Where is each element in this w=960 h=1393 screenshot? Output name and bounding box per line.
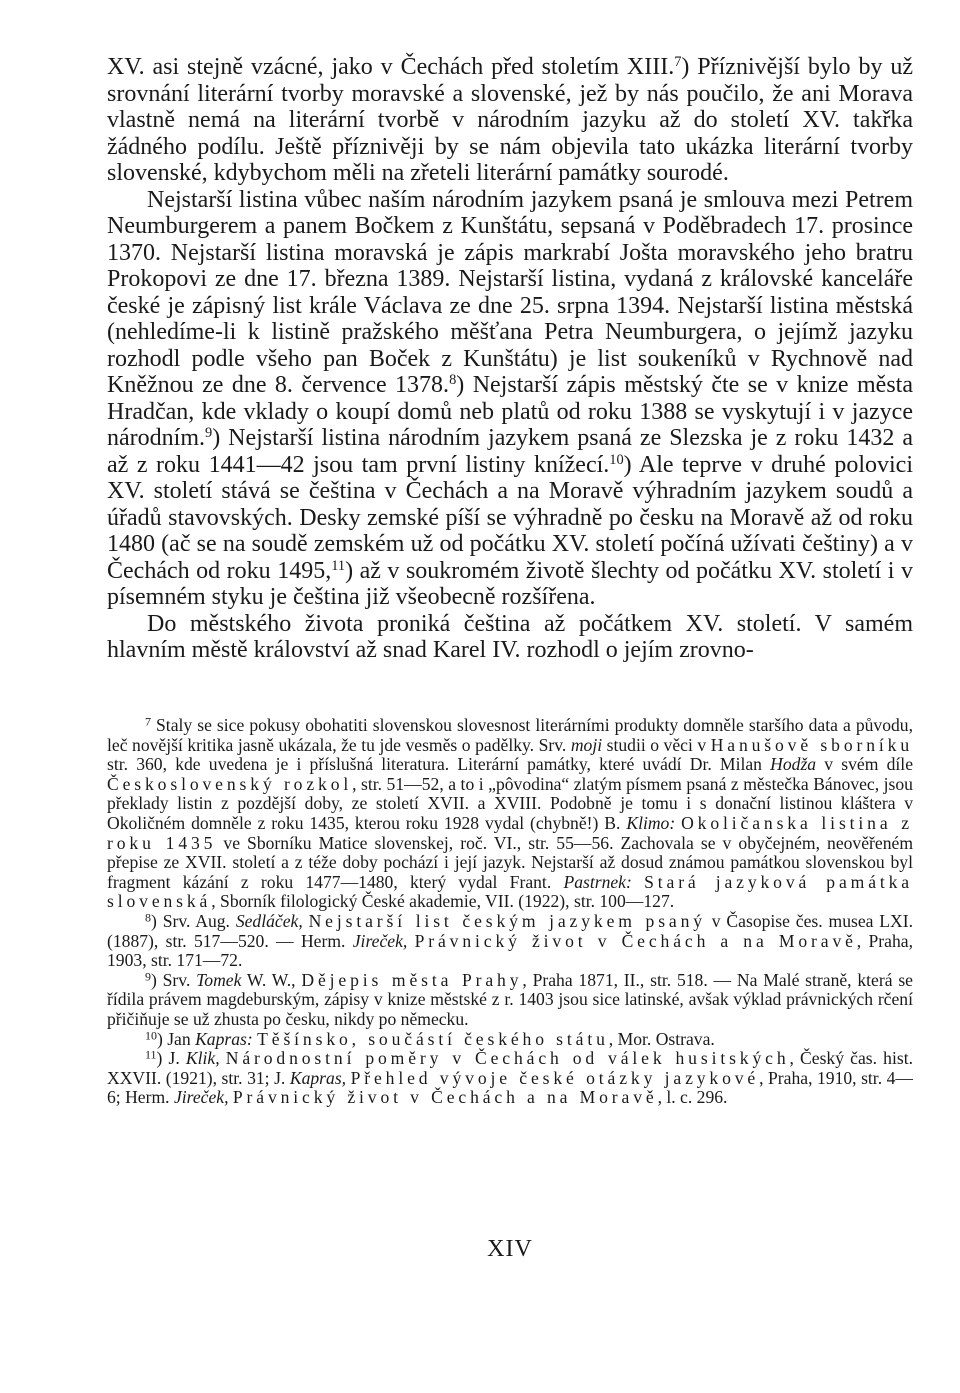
paragraph-city-life — [107, 611, 913, 664]
footnote-number: 8 — [145, 910, 151, 925]
spaced-title: Právnický život v Čechách a na Moravě — [232, 1087, 658, 1108]
italic-text: Tomek — [196, 969, 242, 990]
text-run: W. W., — [241, 969, 302, 990]
footnote-10 — [107, 1030, 913, 1050]
text-run: v Časopise čes. musea LXI. (1887), str. 517—520. — Herm. — [107, 910, 914, 951]
text-run: , Sborník filologický České akademie, VII. (1922), str. 100—127. — [211, 891, 675, 912]
spaced-title: Těšínsko, součástí českého státu — [257, 1028, 609, 1049]
footnote-number: 10 — [145, 1028, 157, 1043]
main-text — [107, 54, 913, 664]
text-run: Do městského života proniká čeština až počátkem XV. století. V samém hlavním městě království až snad Karel IV. rozhodl o jejím zrovno- — [107, 610, 913, 663]
text-run: Staly se sice pokusy obohatiti slovenskou slovesnost literárními produkty domněle staršího data a původu, leč novější kritika jasně ukázala, že tu jde vesměs o padělky. Srv. — [107, 715, 913, 755]
footnote-ref: 8 — [449, 372, 457, 389]
italic-text: Klimo: — [626, 812, 676, 833]
footnote-ref: 10 — [609, 451, 624, 468]
footnote-8 — [107, 912, 913, 971]
spaced-title: Přehled vývoje české otázky jazykové — [350, 1067, 760, 1088]
text-run: ve Sborníku Matice slovenskej, roč. VI., str. 55—56. Zachovala se v obyčejném, neověřeném přepise ze XVII. století a z téže doby pochází i její jazyk. Nejstarší až dosud známou památkou slovenskou byl fragment kázání z roku 1477—1480, který vydal Frant. — [107, 832, 913, 892]
text-run: ) Příznivější bylo by už srovnání literární tvorby moravské a slovenské, jež by nás poučilo, že ani Morava vlastně nemá na literární tvorbě v národním jazyku až do století XV. takřka žádného podílu. Ještě příznivěji by se nám objevila tato ukázka literární tvorby slovenské, kdybychom měli na zřeteli literární památky sourodé. — [107, 54, 913, 186]
spaced-title: Stará jazyková památka slovenská — [107, 871, 913, 912]
text-run: ) Srv. Aug. — [150, 910, 236, 931]
footnote-7 — [107, 716, 913, 912]
spaced-title: Nejstarší list českým jazykem psaný — [308, 910, 706, 931]
text-run: , str. 51—52, a to i „pôvodina“ zlatým písmem psaná z městečka Bánovec, jsou překlady listin z pozdější doby, ze století XVII. a XVIII. Podobně je tomu i s donační listinou kláštera v Okoličném domněle z roku 1435, kterou roku 1928 vydal (chybně!) B. — [107, 773, 913, 833]
italic-text: Jireček, — [352, 930, 408, 951]
text-run: ) Srv. — [150, 969, 197, 990]
footnote-number: 11 — [145, 1047, 157, 1062]
text-run: ) Jan — [156, 1028, 196, 1049]
italic-text: Kapras: — [195, 1028, 253, 1049]
text-run: studii o věci v — [602, 734, 711, 755]
text-run — [407, 931, 414, 951]
italic-text: Klik, — [185, 1048, 220, 1069]
text-run: , Praha 1871, II., str. 518. — Na Malé straně, která se řídila právem magdeburským, zápisy v knize městské z r. 1403 jsou sice latinské, avšak výklad právnických rčení přičiňuje se už zhusta po česku, nikdy po německu. — [107, 969, 913, 1029]
text-run: ) Nejstarší zápis městský čte se v knize města Hradčan, kde vklady o koupí domů neb platů od roku 1388 se vyskytují i v jazyce národním. — [107, 372, 913, 451]
italic-text: Sedláček, — [235, 910, 303, 931]
italic-text: Hodža — [770, 754, 817, 775]
text-run: ) Ale teprve v druhé polovici XV. století stává se čeština v Čechách a na Moravě výhradním jazykem soudů a úřadů stavovských. Desky zemské píší se výhradně po česku na Moravě až od roku 1480 (ač se na soudě zemském už od počátku XV. století počíná užívati češtiny) a v Čechách od roku 1495, — [107, 451, 913, 584]
text-run: , Praha, 1903, str. 171—72. — [107, 930, 913, 971]
text-run: , Praha, 1910, str. 4—6; Herm. — [107, 1067, 913, 1108]
spaced-title: Právnický život v Čechách a na Moravě — [414, 930, 857, 951]
italic-text: Jireček, — [173, 1087, 229, 1108]
footnote-ref: 7 — [674, 54, 682, 71]
text-run: ) až v soukromém životě šlechty od počátku XV. století i v písemném styku je čeština již všeobecně rozšířena. — [107, 557, 913, 610]
spaced-title: Dějepis města Prahy — [301, 969, 523, 990]
paragraph-continuation — [107, 54, 913, 187]
footnote-ref: 9 — [204, 425, 213, 442]
footnote-ref: 11 — [331, 557, 346, 574]
paragraph-oldest-charters — [107, 187, 913, 611]
italic-text: Pastrnek: — [563, 871, 632, 892]
text-run: Nejstarší listina vůbec naším národním jazykem psaná je smlouva mezi Petrem Neumburgerem a panem Bočkem z Kunštátu, sepsaná v Poděbradech 17. prosince 1370. Nejstarší listina moravská je zápis markrabí Jošta moravského jeho bratru Prokopovi ze dne 17. března 1389. Nejstarší listina, vydaná z královské kanceláře české je zápisný list krále Václava ze dne 25. srpna 1394. Nejstarší listina městská (nehledíme-li k listině pražského měšťana Petra Neumburgera, o jejímž jazyku rozhodl podle všeho pan Boček z Kunštátu) je list soukeníků v Rychnově nad Kněžnou ze dne 8. července 1378. — [107, 186, 913, 398]
page-number: XIV — [487, 1236, 533, 1262]
spaced-title: Československý rozkol — [107, 773, 353, 794]
text-run: , Český čas. hist. XXVII. (1921), str. 31; J. — [107, 1048, 913, 1088]
text-run — [632, 872, 644, 892]
spaced-title: Hanušově sborníku — [710, 734, 913, 755]
text-run: XV. asi stejně vzácné, jako v Čechách před stoletím XIII. — [107, 54, 675, 80]
spaced-title: Okoličanska listina z roku 1435 — [107, 812, 913, 853]
text-run: str. 360, kde uvedena je i příslušná literatura. Literární památky, které uvádí Dr. Milan — [107, 754, 771, 775]
spaced-title: Národnostní poměry v Čechách od válek husitských — [225, 1048, 790, 1069]
text-run: v svém díle — [816, 754, 913, 775]
text-run: ) Nejstarší listina národním jazykem psaná ze Slezska je z roku 1432 a až z roku 1441—42 jsou tam první listiny knížecí. — [107, 425, 913, 478]
text-run: ) J. — [156, 1048, 186, 1069]
footnotes — [107, 716, 913, 1108]
footnote-number: 9 — [145, 969, 151, 984]
italic-text: moji — [570, 734, 603, 755]
text-run: , Mor. Ostrava. — [608, 1028, 715, 1049]
footnote-9 — [107, 971, 913, 1030]
text-run: , l. c. 296. — [657, 1087, 728, 1108]
footnote-number: 7 — [145, 714, 151, 729]
footnote-11 — [107, 1049, 913, 1108]
italic-text: Kapras, — [289, 1067, 347, 1088]
